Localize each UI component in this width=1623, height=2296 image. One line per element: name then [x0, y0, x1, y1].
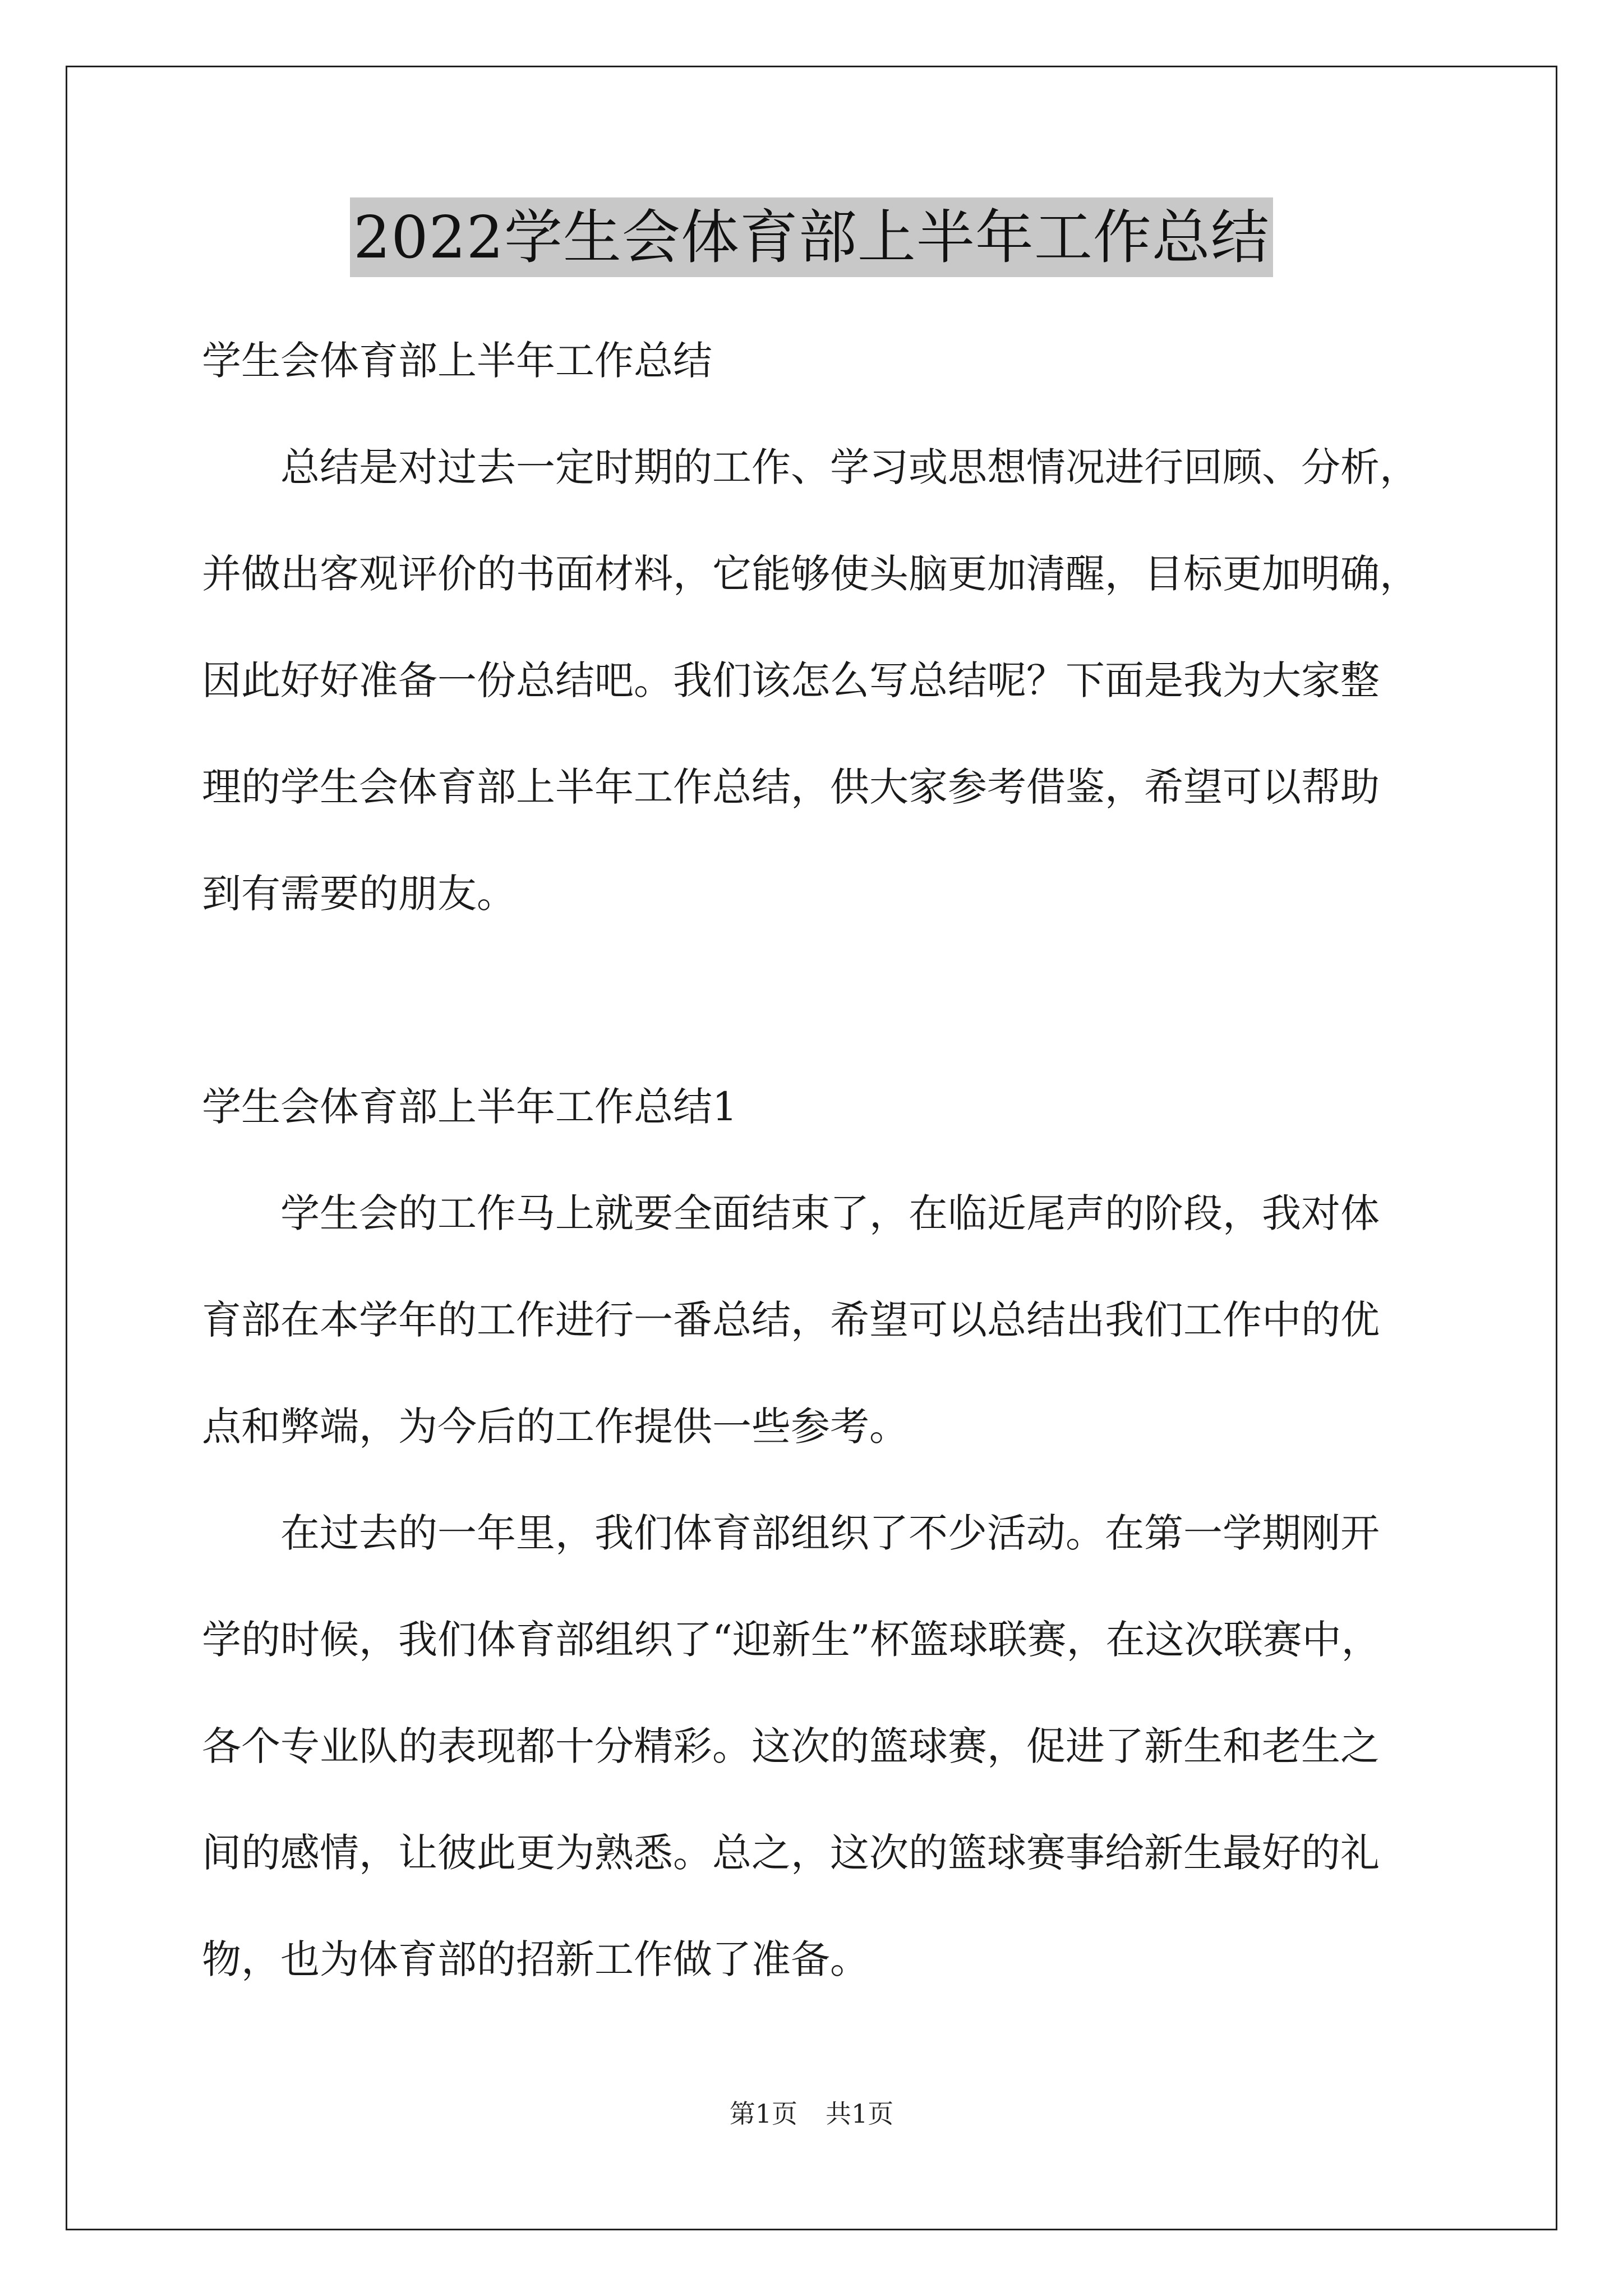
intro-line: 总结是对过去一定时期的工作、学习或思想情况进行回顾、分析， — [280, 444, 1419, 490]
paragraph-line: 育部在本学年的工作进行一番总结，希望可以总结出我们工作中的优 — [202, 1297, 1380, 1343]
document-body — [202, 307, 1486, 2013]
intro-line: 理的学生会体育部上半年工作总结，供大家参考借鉴，希望可以帮助 — [202, 764, 1380, 810]
paragraph-line: 学的时候，我们体育部组织了“迎新生”杯篮球联赛，在这次联赛中， — [202, 1617, 1381, 1663]
section-spacer — [202, 947, 1486, 1053]
intro-line: 到有需要的朋友。 — [202, 871, 516, 917]
page-footer — [0, 2097, 1623, 2131]
title-container — [0, 197, 1623, 277]
paragraph-line: 学生会的工作马上就要全面结束了，在临近尾声的阶段，我对体 — [280, 1190, 1380, 1236]
page-number-total: 共1页 — [826, 2099, 894, 2129]
paragraph-line: 在过去的一年里，我们体育部组织了不少活动。在第一学期刚开 — [280, 1510, 1380, 1556]
intro-heading: 学生会体育部上半年工作总结 — [202, 338, 712, 384]
page-number-current: 第1页 — [729, 2099, 797, 2129]
paragraph-line: 各个专业队的表现都十分精彩。这次的篮球赛，促进了新生和老生之 — [202, 1723, 1380, 1769]
document-title: 2022学生会体育部上半年工作总结 — [350, 197, 1273, 277]
intro-line: 因此好好准备一份总结吧。我们该怎么写总结呢？下面是我为大家整 — [202, 657, 1380, 703]
paragraph-line: 间的感情，让彼此更为熟悉。总之，这次的篮球赛事给新生最好的礼 — [202, 1830, 1380, 1876]
section-heading: 学生会体育部上半年工作总结1 — [202, 1084, 737, 1130]
intro-line: 并做出客观评价的书面材料，它能够使头脑更加清醒，目标更加明确， — [202, 551, 1419, 597]
paragraph-line: 物，也为体育部的招新工作做了准备。 — [202, 1936, 869, 1982]
paragraph-line: 点和弊端，为今后的工作提供一些参考。 — [202, 1404, 909, 1450]
